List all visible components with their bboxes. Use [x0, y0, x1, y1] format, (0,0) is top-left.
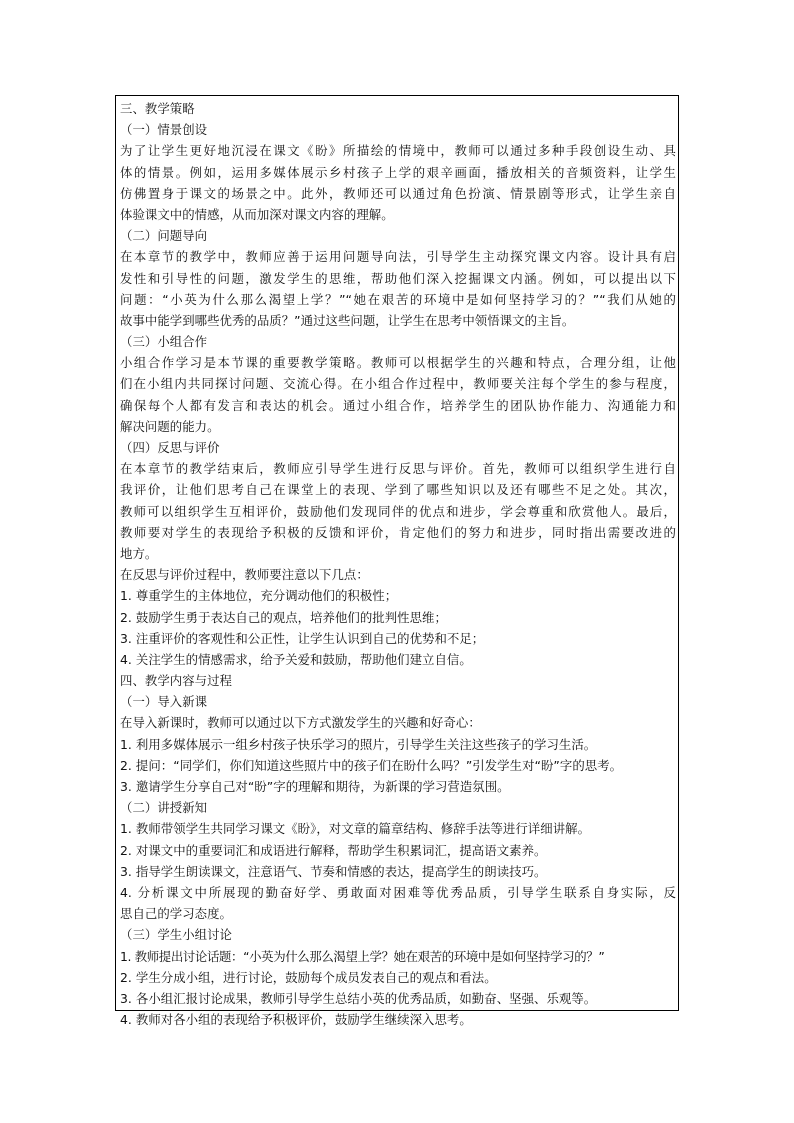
text-line: 2. 学生分成小组，进行讨论，鼓励每个成员发表自己的观点和看法。 — [120, 969, 497, 985]
text-line: 3. 指导学生朗读课文，注意语气、节奏和情感的表达，提高学生的朗读技巧。 — [120, 863, 547, 879]
text-line: 为了让学生更好地沉浸在课文《盼》所描绘的情境中，教师可以通过多种手段创设生动、具 — [120, 143, 676, 159]
text-line: 解决问题的能力。 — [120, 418, 220, 434]
text-line: 问题：“小英为什么那么渴望上学？”“她在艰苦的环境中是如何坚持学习的？”“我们从她的 — [120, 291, 676, 307]
text-line: 体的情景。例如，运用多媒体展示乡村孩子上学的艰辛画面，播放相关的音频资料，让学生 — [120, 164, 676, 180]
text-line: 4. 教师对各小组的表现给予积极评价，鼓励学生继续深入思考。 — [120, 1012, 472, 1028]
document-table-cell — [115, 95, 679, 1028]
text-line: 们在小组内共同探讨问题、交流心得。在小组合作过程中，教师要关注每个学生的参与程度， — [120, 376, 676, 392]
text-line: 小组合作学习是本节课的重要教学策略。教师可以根据学生的兴趣和特点，合理分组，让他 — [120, 355, 676, 371]
text-line: （四）反思与评价 — [120, 440, 220, 455]
text-line: 1. 教师带领学生共同学习课文《盼》，对文章的篇章结构、修辞手法等进行详细讲解。 — [120, 821, 591, 837]
text-line: 发性和引导性的问题，激发学生的思维，帮助他们深入挖掘课文内涵。例如，可以提出以下 — [120, 270, 676, 286]
text-line: 2. 提问：“同学们，你们知道这些照片中的孩子们在盼什么吗？”引发学生对“盼”字的思考。 — [120, 757, 623, 773]
text-line: 3. 邀请学生分享自己对“盼”字的理解和期待，为新课的学习营造氛围。 — [120, 779, 510, 794]
text-line: （三）小组合作 — [120, 334, 208, 350]
text-line: 在导入新课时，教师可以通过以下方式激发学生的兴趣和好奇心： — [120, 715, 481, 731]
text-line: 1. 教师提出讨论话题：“小英为什么那么渴望上学？她在艰苦的环境中是如何坚持学习的？” — [120, 948, 605, 964]
text-line: 仿佛置身于课文的场景之中。此外，教师还可以通过角色扮演、情景剧等形式，让学生亲自 — [120, 185, 676, 201]
document-body — [120, 98, 676, 1030]
text-line: 2. 对课文中的重要词汇和成语进行解释，帮助学生积累词汇，提高语文素养。 — [120, 842, 547, 858]
text-line: 4. 关注学生的情感需求，给予关爱和鼓励，帮助他们建立自信。 — [120, 651, 472, 667]
text-line: 三、教学策略 — [120, 101, 195, 116]
text-line: 3. 注重评价的客观性和公正性，让学生认识到自己的优势和不足； — [120, 630, 485, 646]
text-line: 我评价，让他们思考自己在课堂上的表现、学到了哪些知识以及还有哪些不足之处。其次， — [120, 482, 676, 498]
text-line: （二）讲授新知 — [120, 800, 208, 816]
text-line: 故事中能学到哪些优秀的品质？”通过这些问题，让学生在思考中领悟课文的主旨。 — [120, 312, 575, 328]
text-line: 在本章节的教学中，教师应善于运用问题导向法，引导学生主动探究课文内容。设计具有启 — [120, 249, 676, 265]
text-line: （一）导入新课 — [120, 694, 208, 710]
text-line: 2. 鼓励学生勇于表达自己的观点，培养他们的批判性思维； — [120, 609, 447, 625]
text-line: 4. 分析课文中所展现的勤奋好学、勇敢面对困难等优秀品质，引导学生联系自身实际，反 — [120, 884, 676, 900]
text-line: 1. 利用多媒体展示一组乡村孩子快乐学习的照片，引导学生关注这些孩子的学习生活。 — [120, 736, 597, 752]
text-line: 体验课文中的情感，从而加深对课文内容的理解。 — [120, 206, 394, 222]
text-line: （一）情景创设 — [120, 122, 208, 138]
text-line: 3. 各小组汇报讨论成果，教师引导学生总结小英的优秀品质，如勤奋、坚强、乐观等。 — [120, 990, 597, 1006]
text-line: 思自己的学习态度。 — [120, 906, 232, 922]
text-line: 1. 尊重学生的主体地位，充分调动他们的积极性； — [120, 588, 398, 604]
text-line: 地方。 — [120, 545, 158, 561]
text-line: （三）学生小组讨论 — [120, 927, 232, 943]
text-line: 四、教学内容与过程 — [120, 673, 232, 689]
text-line: 确保每个人都有发言和表达的机会。通过小组合作，培养学生的团队协作能力、沟通能力和 — [120, 397, 676, 413]
text-line: （二）问题导向 — [120, 228, 208, 244]
text-line: 在本章节的教学结束后，教师应引导学生进行反思与评价。首先，教师可以组织学生进行自 — [120, 461, 676, 477]
text-line: 教师可以组织学生互相评价，鼓励他们发现同伴的优点和进步，学会尊重和欣赏他人。最后， — [120, 503, 676, 519]
text-line: 教师要对学生的表现给予积极的反馈和评价，肯定他们的努力和进步，同时指出需要改进的 — [120, 524, 676, 540]
text-line: 在反思与评价过程中，教师要注意以下几点： — [120, 567, 369, 583]
